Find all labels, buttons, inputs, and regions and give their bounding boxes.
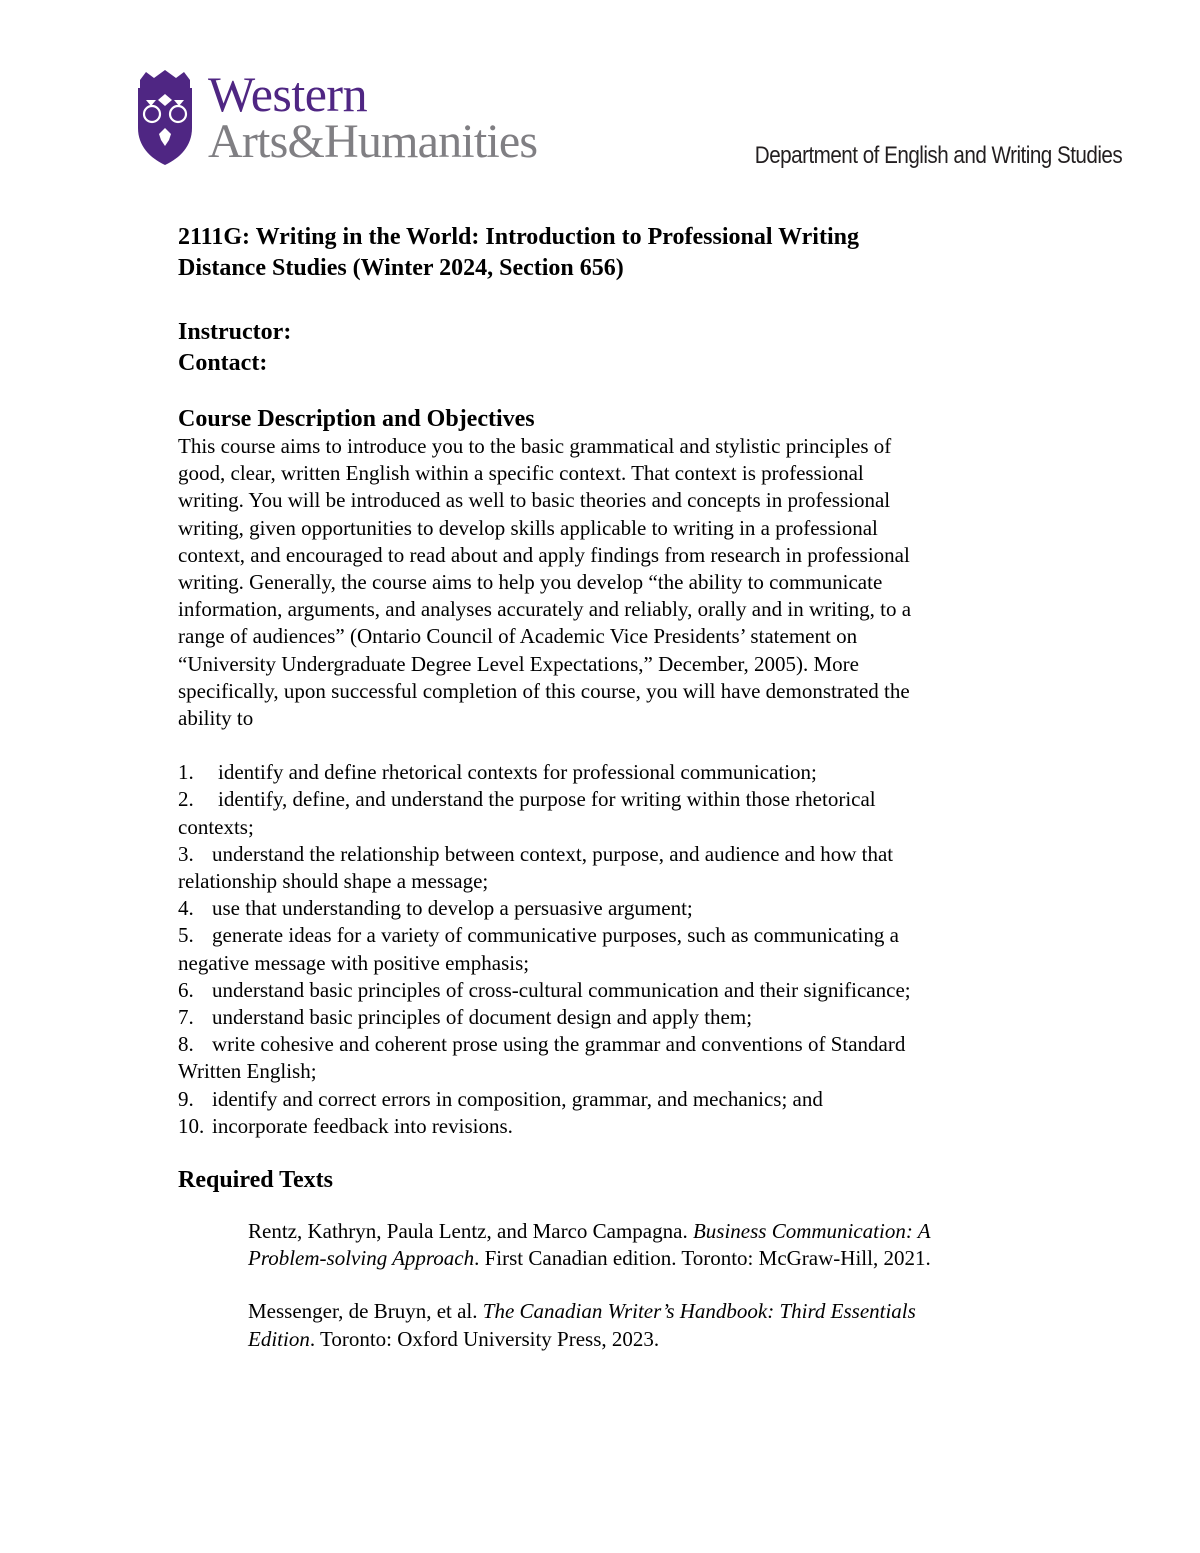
reference-title-continued: Problem-solving Approach: [248, 1246, 475, 1271]
reference-title: The Canadian Writer’s Handbook: Third Essentials: [482, 1299, 916, 1324]
list-item: [178, 1113, 1018, 1140]
objective-text: generate ideas for a variety of communicative purposes, such as communicating a: [212, 923, 899, 948]
department-name: Department of English and Writing Studies: [754, 142, 1122, 169]
course-description-paragraph: [178, 433, 1018, 732]
description-line: This course aims to introduce you to the basic grammatical and stylistic principles of: [178, 434, 892, 458]
objective-number: 7.: [178, 1005, 194, 1030]
reference-authors: Messenger, de Bruyn, et al.: [248, 1299, 483, 1324]
objective-number: 2.: [178, 787, 194, 812]
list-item: [178, 759, 1018, 786]
objective-text: understand basic principles of document design and apply them;: [212, 1005, 753, 1030]
objective-text: use that understanding to develop a persuasive argument;: [212, 896, 693, 921]
description-line: “University Undergraduate Degree Level Expectations,” December, 2005). More: [178, 651, 859, 676]
list-item: [178, 841, 1018, 895]
list-item: [178, 786, 1018, 840]
reference-publication: . First Canadian edition. Toronto: McGraw-Hill, 2021.: [474, 1246, 931, 1271]
objectives-list: [178, 759, 1018, 1140]
objective-number: 5.: [178, 923, 194, 948]
logo-western-text: Western: [208, 66, 368, 122]
objective-text-continued: relationship should shape a message;: [178, 869, 489, 894]
objective-text: understand basic principles of cross-cultural communication and their significance;: [212, 977, 911, 1002]
reference-title-continued: Edition: [248, 1326, 310, 1351]
objective-text: identify and correct errors in composition, grammar, and mechanics; and: [212, 1086, 823, 1111]
objective-number: 3.: [178, 841, 194, 866]
description-line: information, arguments, and analyses accurately and reliably, orally and in writing, to a: [178, 597, 912, 622]
objective-number: 9.: [178, 1086, 194, 1111]
objective-text: identify and define rhetorical contexts for professional communication;: [218, 760, 817, 785]
reference-publication: . Toronto: Oxford University Press, 2023.: [309, 1326, 660, 1351]
list-item: [178, 1031, 1018, 1085]
objective-text-continued: contexts;: [178, 814, 254, 839]
list-item: [178, 1086, 1018, 1113]
description-line: writing. Generally, the course aims to help you develop “the ability to communicate: [178, 570, 883, 595]
list-item: [178, 922, 1018, 976]
logo-arts-humanities-text: Arts&Humanities: [208, 115, 538, 168]
description-line: context, and encouraged to read about and apply findings from research in professional: [178, 542, 910, 567]
objective-number: 1.: [178, 760, 194, 785]
objective-text-continued: negative message with positive emphasis;: [178, 950, 530, 975]
objective-number: 4.: [178, 896, 194, 921]
objective-number: 8.: [178, 1032, 194, 1057]
description-line: good, clear, written English within a specific context. That context is professional: [178, 461, 864, 486]
list-item: [178, 895, 1018, 922]
reference-entry: [178, 1218, 1018, 1272]
description-line: ability to: [178, 706, 254, 731]
list-item: [178, 977, 1018, 1004]
course-description-heading: Course Description and Objectives: [178, 406, 535, 432]
objective-number: 6.: [178, 977, 194, 1002]
objective-text: understand the relationship between context, purpose, and audience and how that: [212, 841, 894, 866]
instructor-label: Instructor:: [178, 319, 292, 345]
course-title-line-2: Distance Studies (Winter 2024, Section 656): [178, 255, 624, 281]
objective-text: incorporate feedback into revisions.: [212, 1113, 513, 1138]
reference-entry: [178, 1298, 1018, 1352]
description-line: specifically, upon successful completion of this course, you will have demonstrated the: [178, 678, 910, 703]
list-item: [178, 1004, 1018, 1031]
description-line: range of audiences” (Ontario Council of Academic Vice Presidents’ statement on: [178, 624, 858, 649]
required-texts-heading: Required Texts: [178, 1167, 333, 1194]
description-line: writing. You will be introduced as well to basic theories and concepts in professional: [178, 488, 891, 513]
western-crest-icon: [136, 70, 194, 166]
objective-text: identify, define, and understand the purpose for writing within those rhetorical: [218, 787, 876, 812]
reference-authors: Rentz, Kathryn, Paula Lentz, and Marco Campagna.: [248, 1219, 693, 1244]
contact-label: Contact:: [178, 350, 268, 376]
objective-text-continued: Written English;: [178, 1059, 317, 1084]
course-title-line-1: 2111G: Writing in the World: Introduction to Professional Writing: [178, 224, 859, 250]
objective-text: write cohesive and coherent prose using the grammar and conventions of Standard: [212, 1032, 906, 1057]
syllabus-content: [178, 222, 1018, 1353]
description-line: writing, given opportunities to develop skills applicable to writing in a professional: [178, 515, 878, 540]
reference-title: Business Communication: A: [692, 1219, 931, 1244]
western-arts-humanities-logo: [136, 66, 556, 170]
objective-number: 10.: [178, 1113, 205, 1138]
